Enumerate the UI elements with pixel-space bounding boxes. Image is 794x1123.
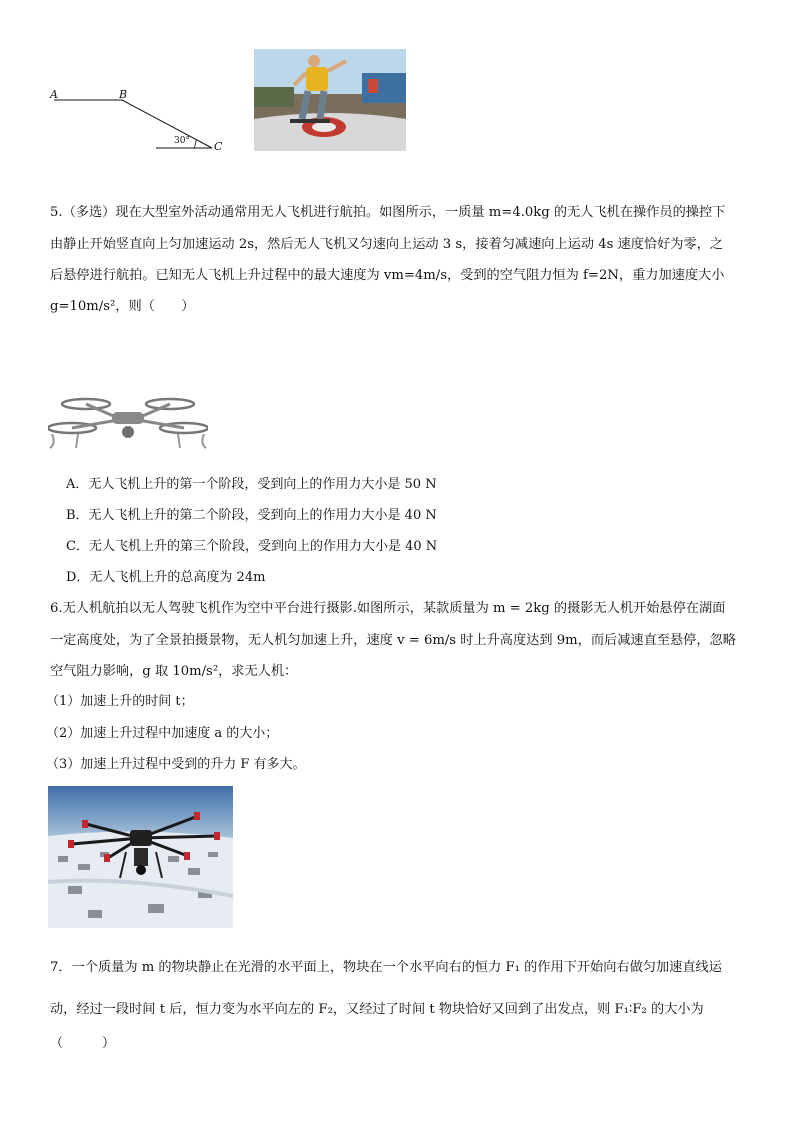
angle-label: 30° [174,136,190,146]
q6-sub-3: （3）加速上升过程中受到的升力 F 有多大。 [46,757,306,772]
q7-line-2: 动，经过一段时间 t 后，恒力变为水平向左的 F₂，又经过了时间 t 物块恰好又回到了出发点，则 F₁∶F₂ 的大小为 [50,1002,704,1017]
q5-option-b: B．无人飞机上升的第二个阶段，受到向上的作用力大小是 40 N [66,508,437,523]
q5-line-3: 后悬停进行航拍。已知无人飞机上升过程中的最大速度为 vm=4m/s，受到的空气阻力恒为 f=2N，重力加速度大小 [50,268,725,283]
q7-line-1: 7．一个质量为 m 的物块静止在光滑的水平面上，物块在一个水平向右的恒力 F₁ 的作用下开始向右做匀加速直线运 [50,960,722,975]
label-b: B [119,88,128,101]
incline-diagram [44,82,234,156]
skateboarder-photo [254,49,406,151]
label-a: A [50,88,58,101]
q6-sub-2: （2）加速上升过程中加速度 a 的大小； [46,726,279,741]
label-c: C [214,140,223,153]
quadcopter-drawing [48,388,208,452]
q6-sub-1: （1）加速上升的时间 t； [46,694,194,709]
q5-line-1: 5.（多选）现在大型室外活动通常用无人飞机进行航拍。如图所示，一质量 m=4.0kg 的无人飞机在操作员的操控下 [50,205,726,220]
aerial-drone-photo [48,786,233,928]
q5-line-4: g=10m/s²，则（ ） [50,299,195,314]
q5-line-2: 由静止开始竖直向上匀加速运动 2s，然后无人飞机又匀速向上运动 3 s，接着匀减速向上运动 4s 速度恰好为零，之 [50,237,724,252]
q5-option-c: C．无人飞机上升的第三个阶段，受到向上的作用力大小是 40 N [66,539,438,554]
q6-line-3: 空气阻力影响，g 取 10m/s²，求无人机： [50,664,298,679]
q7-line-3: （ ） [50,1036,116,1051]
q5-option-d: D．无人飞机上升的总高度为 24m [66,570,266,585]
q6-line-2: 一定高度处，为了全景拍摄景物，无人机匀加速上升，速度 v = 6m/s 时上升高度达到 9m，而后减速直至悬停，忽略 [50,633,736,648]
q6-line-1: 6.无人机航拍以无人驾驶飞机作为空中平台进行摄影.如图所示，某款质量为 m = 2kg 的摄影无人机开始悬停在湖面 [50,601,726,616]
q5-option-a: A．无人飞机上升的第一个阶段，受到向上的作用力大小是 50 N [66,477,437,492]
